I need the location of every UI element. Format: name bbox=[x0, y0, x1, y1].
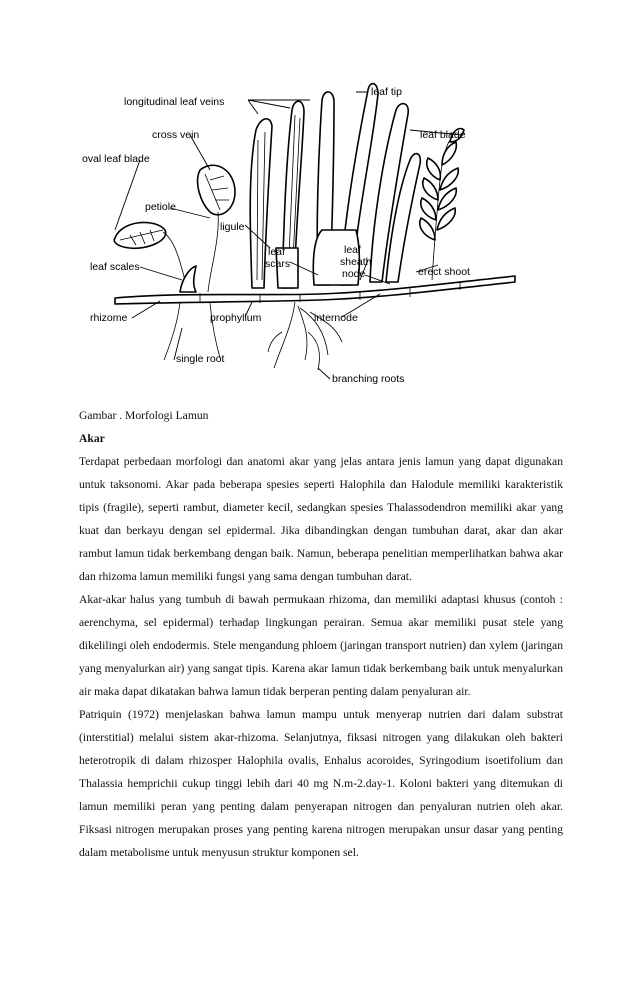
label-internode: internode bbox=[314, 312, 358, 324]
label-leaf-blade: leaf blade bbox=[420, 129, 466, 141]
figure-caption: Gambar . Morfologi Lamun bbox=[79, 409, 209, 422]
paragraph-2: Akar-akar halus yang tumbuh di bawah permukaan rhizoma, dan memiliki adaptasi khusus (contoh : aerenchyma, sel epidermal) terhadap lingkungan perairan. Semua akar memiliki pusat stele yang dikelilingi oleh endodermis. Stele mengandung phloem (jaringan transport nutrien) dan xylem (jaringan yang menyalurkan air) yang sangat tipis. Karena akar lamun tidak berkembang baik untuk menyalurkan air maka dapat dikatakan bahwa lamun tidak berperan penting dalam penyaluran air. bbox=[79, 593, 563, 698]
petiole-2 bbox=[208, 212, 218, 292]
label-leaf-tip: leaf tip bbox=[371, 86, 402, 98]
label-cross-vein: cross vein bbox=[152, 129, 200, 141]
label-erect-shoot: erect shoot bbox=[418, 266, 470, 278]
document-body bbox=[79, 404, 563, 864]
seagrass-diagram bbox=[60, 70, 580, 400]
label-leaf-scars-1: leaf bbox=[268, 246, 285, 258]
section-heading: Akar bbox=[79, 432, 105, 445]
single-root bbox=[164, 302, 220, 360]
label-node: node bbox=[342, 268, 366, 280]
label-petiole: petiole bbox=[145, 201, 176, 213]
label-leaf-sheath-2: sheath bbox=[340, 256, 372, 268]
seagrass-morphology-figure bbox=[60, 70, 580, 400]
label-rhizome: rhizome bbox=[90, 312, 128, 324]
label-longitudinal-leaf-veins: longitudinal leaf veins bbox=[124, 96, 225, 108]
label-leaf-sheath-1: leaf bbox=[344, 244, 361, 256]
paragraph-3: Patriquin (1972) menjelaskan bahwa lamun mampu untuk menyerap nutrien dari dalam substrat (interstitial) melalui sistem akar-rhizoma. Selanjutnya, fiksasi nitrogen yang dilakukan oleh bakteri heterotropik di dalam rhizosper Halophila ovalis, Enhalus acoroides, Syringodium isoetifolium dan Thalassia hemprichii cukup tinggi lebih dari 40 mg N.m-2.day-1. Koloni bakteri yang ditemukan di lamun memiliki peran yang penting dalam penyerapan nitrogen dan penyaluran nutrien oleh akar. Fiksasi nitrogen merupakan proses yang penting karena nitrogen merupakan unsur dasar yang penting dalam metabolisme untuk menyusun struktur komponen sel. bbox=[79, 708, 563, 859]
label-leaf-scars-2: scars bbox=[265, 258, 291, 270]
label-prophyllum: prophyllum bbox=[210, 312, 262, 324]
label-leaf-scales: leaf scales bbox=[90, 261, 140, 273]
label-branching-roots: branching roots bbox=[332, 373, 405, 385]
label-single-root: single root bbox=[176, 353, 225, 365]
erect-shoot-leaves bbox=[420, 129, 464, 241]
paragraph-1: Terdapat perbedaan morfologi dan anatomi akar yang jelas antara jenis lamun yang dapat digunakan untuk taksonomi. Akar pada beberapa spesies seperti Halophila dan Halodule memiliki karakteristik tipis (fragile), seperti rambut, diameter kecil, sedangkan spesies Thalassodendron memiliki akar yang kuat dan berkayu dengan sel epidermal. Jika dibandingkan dengan tumbuhan darat, akar dan akar rambut lamun tidak berkembang dengan baik. Namun, beberapa penelitian memperlihatkan bahwa akar dan rhizoma lamun memiliki fungsi yang sama dengan tumbuhan darat. bbox=[79, 455, 563, 583]
label-ligule: ligule bbox=[220, 221, 245, 233]
label-oval-leaf-blade: oval leaf blade bbox=[82, 153, 150, 165]
oval-leaf-2 bbox=[198, 165, 235, 215]
